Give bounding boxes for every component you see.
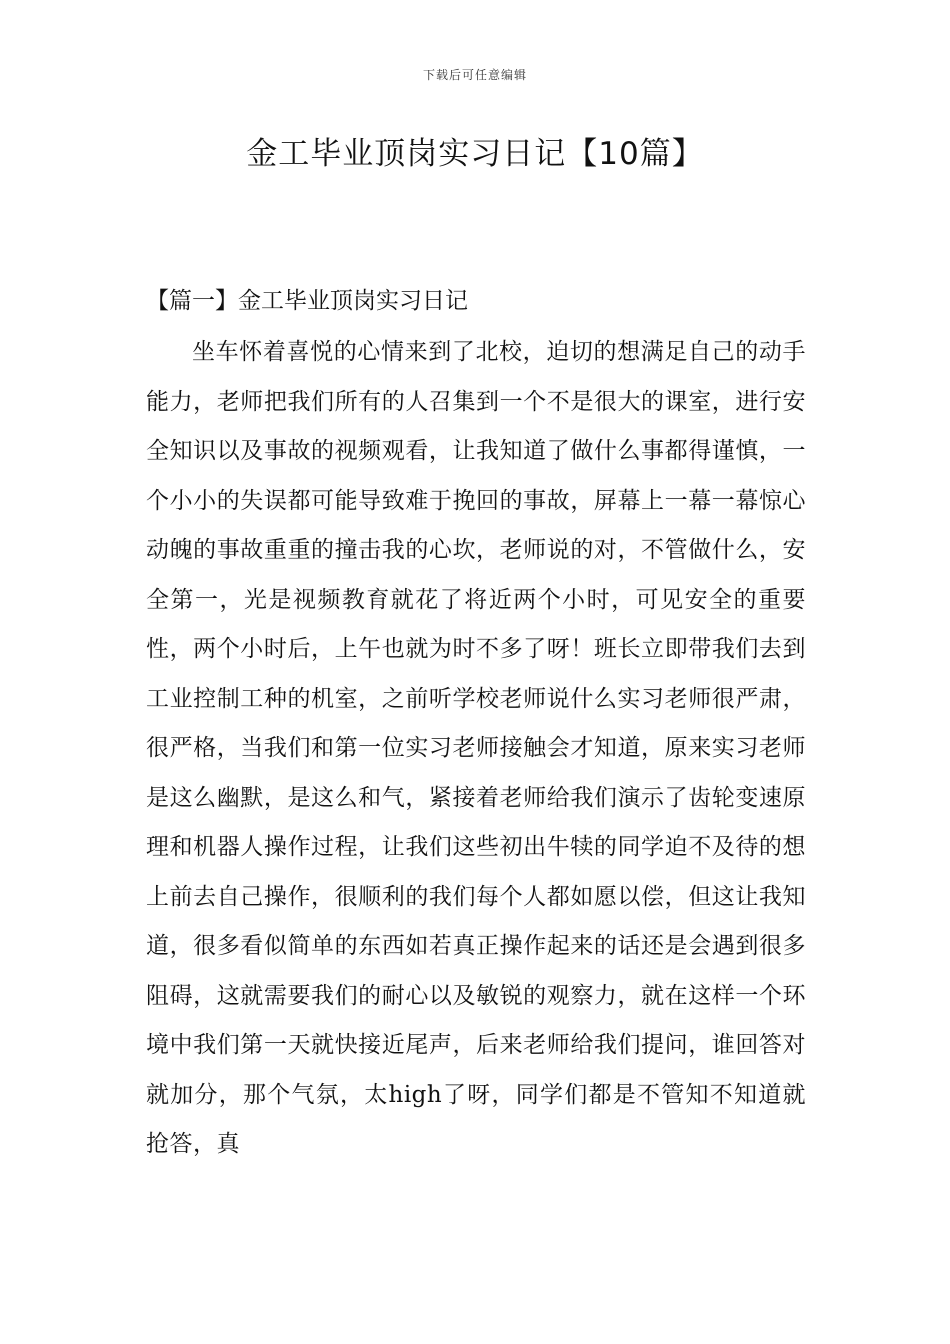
body-paragraph: 坐车怀着喜悦的心情来到了北校，迫切的想满足自己的动手能力，老师把我们所有的人召集到一个不是很大的课室，进行安全知识以及事故的视频观看，让我知道了做什么事都得谨慎，一个小小的失误都可能导致难于挽回的事故，屏幕上一幕一幕惊心动魄的事故重重的撞击我的心坎，老师说的对，不管做什么，安全第一，光是视频教育就花了将近两个小时，可见安全的重要性，两个小时后，上午也就为时不多了呀！班长立即带我们去到工业控制工种的机室，之前听学校老师说什么实习老师很严肃，很严格，当我们和第一位实习老师接触会才知道，原来实习老师是这么幽默，是这么和气，紧接着老师给我们演示了齿轮变速原理和机器人操作过程，让我们这些初出牛犊的同学迫不及待的想上前去自己操作，很顺利的我们每个人都如愿以偿，但这让我知道，很多看似简单的东西如若真正操作起来的话还是会遇到很多阻碍，这就需要我们的耐心以及敏锐的观察力，就在这样一个环境中我们第一天就快接近尾声，后来老师给我们提问，谁回答对就加分，那个气氛，太high了呀，同学们都是不管知不知道就抢答，真: [146, 339, 806, 1157]
header-note: 下载后可任意编辑: [422, 68, 527, 82]
section-heading: 【篇一】金工毕业顶岗实习日记: [146, 288, 468, 314]
document-title: 金工毕业顶岗实习日记【10篇】: [246, 136, 704, 172]
